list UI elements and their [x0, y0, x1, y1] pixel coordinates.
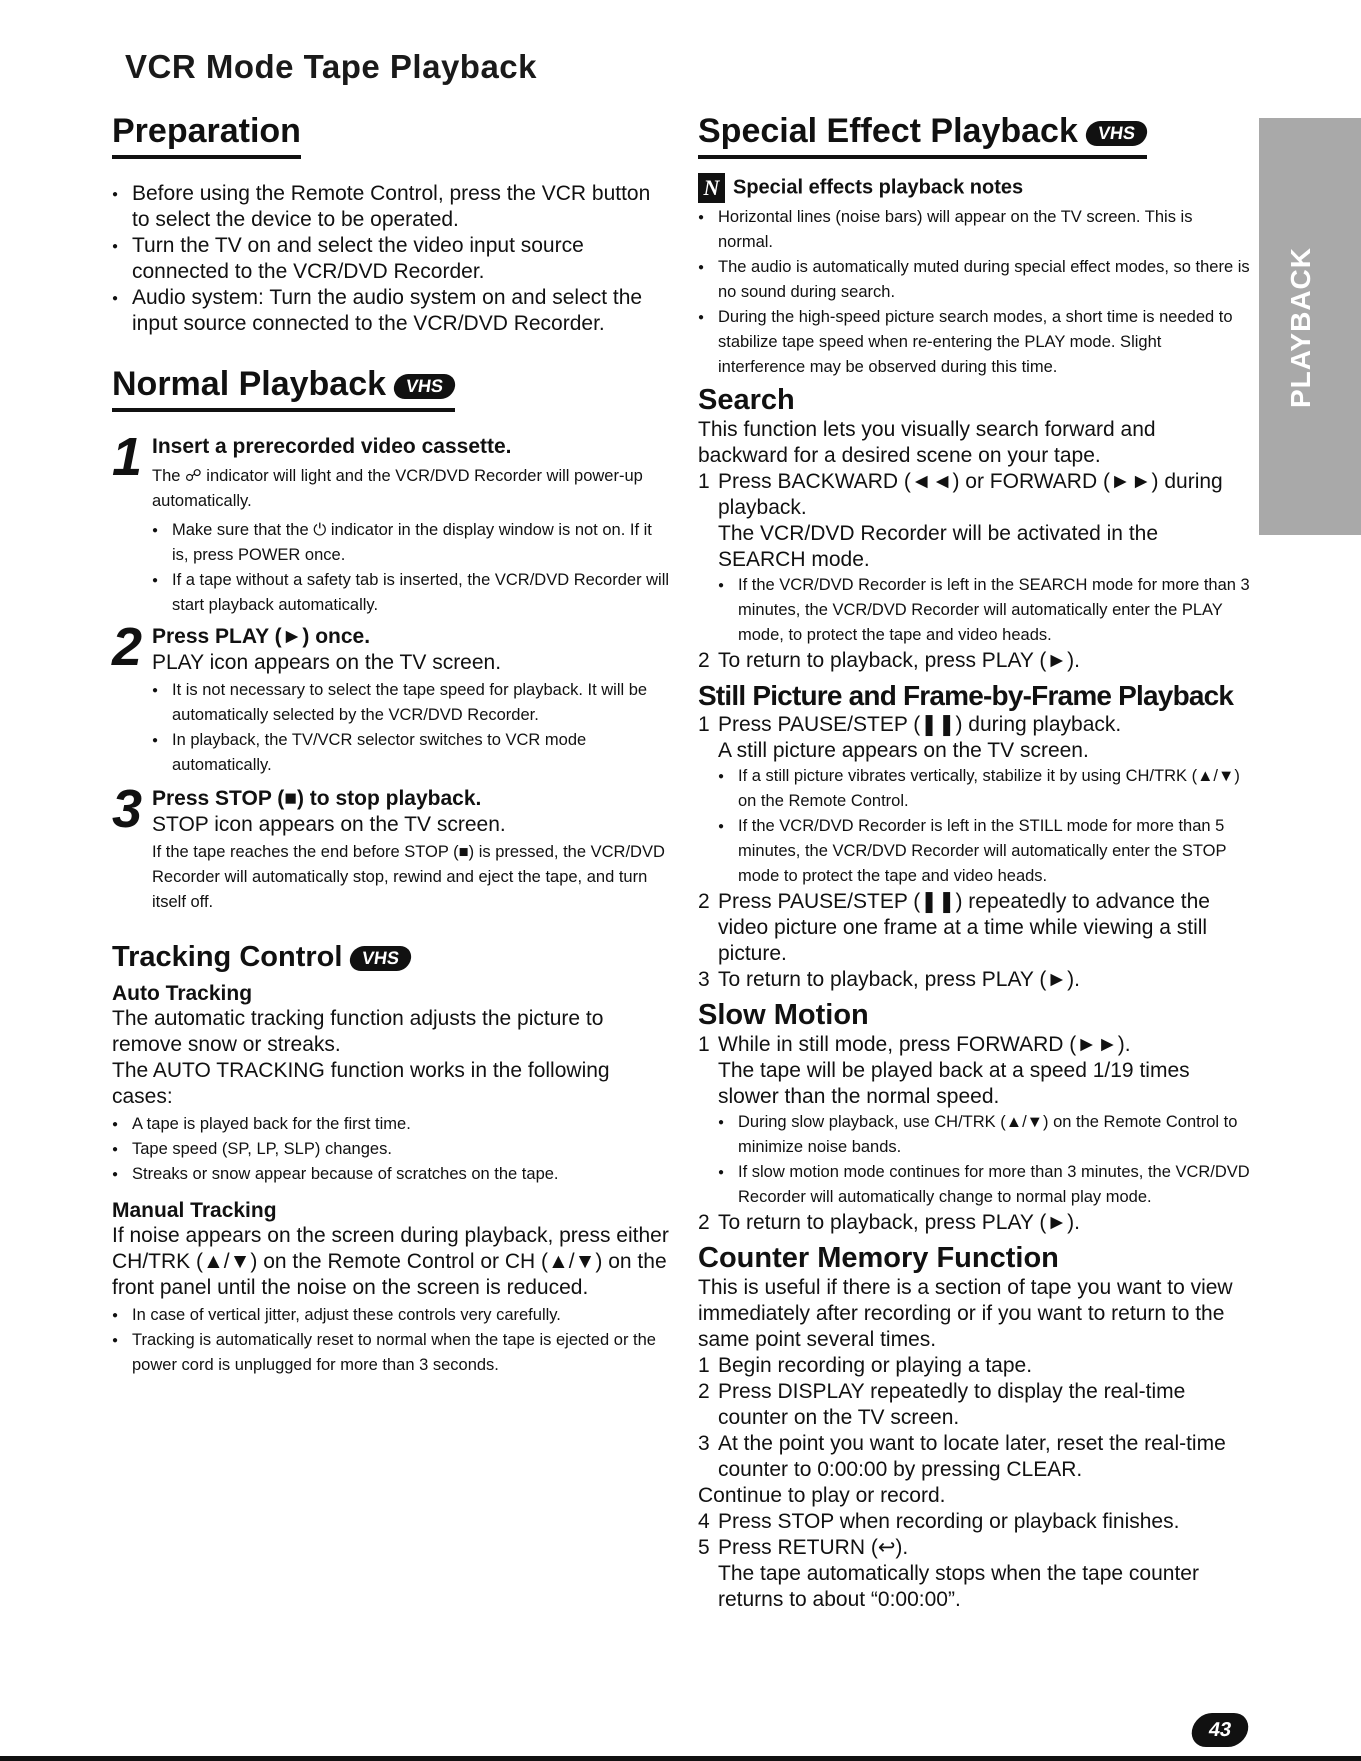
manual-tracking-heading: Manual Tracking: [112, 1199, 277, 1222]
step-text: The ☍ indicator will light and the VCR/DVD Recorder will power-up automatically.: [152, 467, 643, 510]
counter-intro: This is useful if there is a section of tape you want to view immediately after recording or if you want to return to the same point several times.: [698, 1276, 1233, 1351]
list-item: ● Tape speed (SP, LP, SLP) changes.: [112, 1137, 672, 1162]
search-bullets: [698, 573, 1250, 648]
search-heading: Search: [698, 384, 795, 416]
step-number: 1: [698, 713, 710, 736]
slow-step-1-result: The tape will be played back at a speed 1/19 times slower than the normal speed.: [718, 1059, 1190, 1108]
step-text: Press STOP when recording or playback finishes.: [718, 1510, 1180, 1533]
list-item: ● Turn the TV on and select the video input source connected to the VCR/DVD Recorder.: [112, 233, 672, 285]
normal-playback-section: [112, 365, 672, 915]
step-number: 1: [698, 1354, 710, 1377]
list-item: ● During slow playback, use CH/TRK (▲/▼) on the Remote Control to minimize noise bands.: [718, 1110, 1250, 1160]
step-title: Insert a prerecorded video cassette.: [152, 435, 512, 458]
step-number: 1: [112, 427, 143, 487]
slow-motion-section: [698, 999, 1250, 1236]
preparation-section: [112, 112, 672, 337]
page-number: 43: [1189, 1713, 1251, 1747]
counter-continue: Continue to play or record.: [698, 1484, 946, 1507]
heading-text: Normal Playback: [112, 365, 387, 403]
step-note: If the tape reaches the end before STOP (■) is pressed, the VCR/DVD Recorder will automatically stop, rewind and eject the tape, and turn itself off.: [152, 843, 665, 911]
step-number: 2: [698, 890, 710, 913]
step-3: [112, 779, 672, 915]
step-text: Begin recording or playing a tape.: [718, 1354, 1033, 1377]
page-title: VCR Mode Tape Playback: [125, 48, 538, 85]
list-item: ● A tape is played back for the first time.: [112, 1112, 672, 1137]
list-item: ● It is not necessary to select the tape speed for playback. It will be automatically selected by the VCR/DVD Recorder.: [152, 678, 672, 728]
slow-step-1: [698, 1032, 1250, 1058]
list-item: ● Before using the Remote Control, press the VCR button to select the device to be operated.: [112, 181, 672, 233]
list-item: ● Tracking is automatically reset to normal when the tape is ejected or the power cord is unplugged for more than 3 seconds.: [112, 1328, 672, 1378]
right-column: [698, 112, 1250, 1613]
still-step-1: [698, 712, 1250, 738]
counter-step-2: [698, 1379, 1250, 1431]
notes-list: [698, 205, 1250, 380]
step-text: To return to playback, press PLAY (►).: [718, 968, 1080, 991]
step-text: At the point you want to locate later, reset the real-time counter to 0:00:00 by pressing CLEAR.: [718, 1432, 1226, 1481]
list-item: ● If a tape without a safety tab is inserted, the VCR/DVD Recorder will start playback automatically.: [152, 568, 672, 618]
step-text: To return to playback, press PLAY (►).: [718, 649, 1080, 672]
heading-text: Tracking Control: [112, 941, 343, 973]
step-text: PLAY icon appears on the TV screen.: [152, 651, 502, 674]
counter-step-5: [698, 1535, 1250, 1561]
side-tab-label: PLAYBACK: [1285, 247, 1316, 408]
list-item: ● If a still picture vibrates vertically, stabilize it by using CH/TRK (▲/▼) on the Remote Control.: [718, 764, 1250, 814]
manual-tracking-text: If noise appears on the screen during playback, press either CH/TRK (▲/▼) on the Remote Control or CH (▲/▼) on the front panel until the noise on the screen is reduced.: [112, 1224, 669, 1299]
list-item: ● Audio system: Turn the audio system on and select the input source connected to the VCR/DVD Recorder.: [112, 285, 672, 337]
step-number: 1: [698, 470, 710, 493]
step-text: While in still mode, press FORWARD (►►).: [718, 1033, 1131, 1056]
list-item: ● Horizontal lines (noise bars) will appear on the TV screen. This is normal.: [698, 205, 1250, 255]
notes-header: [698, 173, 1250, 203]
list-item: ● If slow motion mode continues for more than 3 minutes, the VCR/DVD Recorder will automatically change to normal play mode.: [718, 1160, 1250, 1210]
step-number: 2: [698, 1211, 710, 1234]
step-text: STOP icon appears on the TV screen.: [152, 813, 506, 836]
counter-memory-section: [698, 1242, 1250, 1613]
step-title: Press PLAY (►) once.: [152, 625, 371, 648]
bottom-rule: [0, 1756, 1361, 1761]
search-intro: This function lets you visually search forward and backward for a desired scene on your tape.: [698, 418, 1156, 467]
notes-heading: Special effects playback notes: [733, 176, 1024, 199]
step-text: Press DISPLAY repeatedly to display the real-time counter on the TV screen.: [718, 1380, 1186, 1429]
slow-motion-heading: Slow Motion: [698, 999, 869, 1031]
still-bullets: [698, 764, 1250, 889]
still-step-3: [698, 967, 1250, 993]
step-1: [112, 427, 672, 618]
step-number: 5: [698, 1536, 710, 1559]
list-item: ● Streaks or snow appear because of scratches on the tape.: [112, 1162, 672, 1187]
auto-tracking-heading: Auto Tracking: [112, 982, 253, 1005]
left-column: [112, 112, 672, 1378]
step-text: Press PAUSE/STEP (❚❚) during playback.: [718, 713, 1122, 736]
search-step-1-result: The VCR/DVD Recorder will be activated in the SEARCH mode.: [718, 522, 1159, 571]
normal-playback-heading: [112, 365, 455, 412]
still-step-1-result: A still picture appears on the TV screen.: [718, 739, 1089, 762]
preparation-list: [112, 181, 672, 337]
step-number: 2: [698, 1380, 710, 1403]
counter-step-3: [698, 1431, 1250, 1483]
heading-text: Special Effect Playback: [698, 112, 1078, 150]
slow-step-2: [698, 1210, 1250, 1236]
still-step-2: [698, 889, 1250, 967]
step-text: To return to playback, press PLAY (►).: [718, 1211, 1080, 1234]
auto-tracking-text: The automatic tracking function adjusts the picture to remove snow or streaks.: [112, 1007, 604, 1056]
step-number: 4: [698, 1510, 710, 1533]
search-section: [698, 384, 1250, 674]
step-bullets: [152, 518, 672, 618]
step-number: 2: [112, 617, 143, 677]
special-effect-heading: [698, 112, 1147, 159]
search-step-2: [698, 648, 1250, 674]
step-text: Press RETURN (↩).: [718, 1536, 909, 1559]
counter-memory-heading: Counter Memory Function: [698, 1242, 1059, 1274]
list-item: ● If the VCR/DVD Recorder is left in the SEARCH mode for more than 3 minutes, the VCR/DVD Recorder will automatically enter the PLAY mode, to protect the tape and video heads.: [718, 573, 1250, 648]
list-item: ● During the high-speed picture search modes, a short time is needed to stabilize tape speed when re-entering the PLAY mode. Slight interference may be observed during this time.: [698, 305, 1250, 380]
list-item: ● Make sure that the ⏻ indicator in the display window is not on. If it is, press POWER once.: [152, 518, 672, 568]
tracking-section: [112, 941, 672, 1378]
list-item: ● If the VCR/DVD Recorder is left in the STILL mode for more than 5 minutes, the VCR/DVD Recorder will automatically enter the STOP mode to protect the tape and video heads.: [718, 814, 1250, 889]
step-number: 1: [698, 1033, 710, 1056]
step-number: 3: [698, 968, 710, 991]
auto-tracking-text-2: The AUTO TRACKING function works in the following cases:: [112, 1059, 610, 1108]
slow-bullets: [698, 1110, 1250, 1210]
notes-icon: N: [698, 173, 725, 203]
vhs-badge: VHS: [392, 374, 457, 399]
vhs-badge: VHS: [349, 946, 414, 971]
step-number: 3: [112, 779, 143, 839]
search-step-1: [698, 469, 1250, 521]
counter-step-5-result: The tape automatically stops when the tape counter returns to about “0:00:00”.: [718, 1562, 1199, 1611]
counter-step-4: [698, 1509, 1250, 1535]
step-text: Press BACKWARD (◄◄) or FORWARD (►►) during playback.: [718, 470, 1223, 519]
step-2: [112, 617, 672, 778]
vhs-badge: VHS: [1084, 121, 1149, 146]
step-number: 3: [698, 1432, 710, 1455]
list-item: ● The audio is automatically muted during special effect modes, so there is no sound during search.: [698, 255, 1250, 305]
preparation-heading: Preparation: [112, 112, 301, 159]
special-effect-section: [698, 112, 1250, 380]
list-item: ● In playback, the TV/VCR selector switches to VCR mode automatically.: [152, 728, 672, 778]
still-picture-section: [698, 680, 1250, 993]
step-title: Press STOP (■) to stop playback.: [152, 787, 482, 810]
list-item: ● In case of vertical jitter, adjust these controls very carefully.: [112, 1303, 672, 1328]
tracking-heading: [112, 941, 672, 974]
step-text: Press PAUSE/STEP (❚❚) repeatedly to advance the video picture one frame at a time while viewing a still picture.: [718, 890, 1210, 965]
manual-tracking-list: [112, 1303, 672, 1378]
still-picture-heading: Still Picture and Frame-by-Frame Playback: [698, 680, 1234, 711]
auto-tracking-list: [112, 1112, 672, 1187]
counter-step-1: [698, 1353, 1250, 1379]
step-bullets: [152, 678, 672, 778]
step-number: 2: [698, 649, 710, 672]
